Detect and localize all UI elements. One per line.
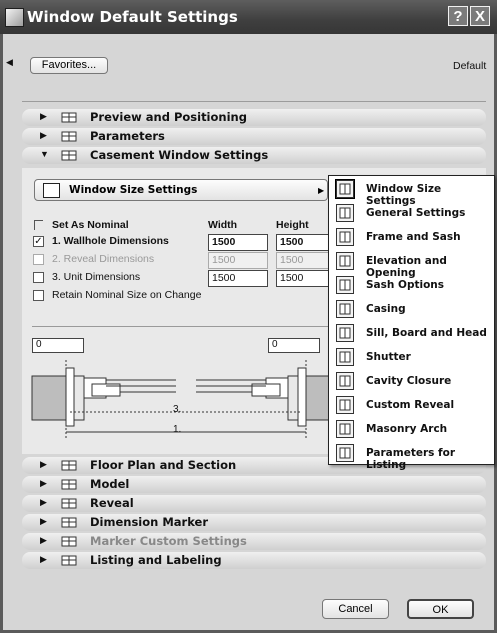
offset-right-field[interactable]: 0 bbox=[268, 338, 320, 353]
section-label: Floor Plan and Section bbox=[90, 458, 237, 472]
section-listing[interactable] bbox=[22, 552, 486, 569]
section-label: Reveal bbox=[90, 496, 134, 510]
unit-label: 3. Unit Dimensions bbox=[52, 271, 141, 283]
menu-item-label: Casing bbox=[366, 303, 406, 315]
listing-icon bbox=[60, 554, 80, 567]
divider bbox=[22, 101, 486, 102]
collapsed-triangle-icon[interactable]: ▶ bbox=[40, 554, 47, 564]
menu-item-label: Custom Reveal bbox=[366, 399, 455, 411]
section-parameters[interactable] bbox=[22, 128, 486, 145]
menu-item-window-size[interactable] bbox=[329, 178, 494, 207]
unit-checkbox[interactable] bbox=[33, 272, 44, 283]
menu-item-casing[interactable] bbox=[329, 298, 494, 322]
dimension-3-label: 3. bbox=[173, 404, 182, 415]
reveal-height-field[interactable]: 1500 bbox=[276, 252, 330, 269]
menu-item-label: Masonry Arch bbox=[366, 423, 448, 435]
menu-item-label: Elevation and Opening bbox=[366, 255, 447, 279]
menu-item-cavity-closure[interactable] bbox=[329, 370, 494, 394]
page-selector-button[interactable] bbox=[34, 179, 328, 201]
window-section-preview bbox=[30, 354, 342, 444]
menu-item-elevation[interactable] bbox=[329, 250, 494, 279]
collapse-arrow-icon[interactable]: ◀ bbox=[6, 57, 13, 67]
unit-width-field[interactable]: 1500 bbox=[208, 270, 268, 287]
section-label: Marker Custom Settings bbox=[90, 534, 247, 548]
reveal-icon bbox=[60, 497, 80, 510]
collapsed-triangle-icon[interactable]: ▶ bbox=[40, 111, 47, 121]
section-label: Parameters bbox=[90, 129, 165, 143]
section-dimension-marker[interactable] bbox=[22, 514, 486, 531]
menu-item-label: Shutter bbox=[366, 351, 411, 363]
bracket-line bbox=[34, 220, 43, 230]
menu-item-masonry-arch[interactable] bbox=[329, 418, 494, 442]
ok-button[interactable]: OK bbox=[407, 599, 474, 619]
preview-icon bbox=[60, 111, 80, 124]
casement-icon bbox=[60, 149, 80, 162]
reveal-checkbox[interactable] bbox=[33, 254, 44, 265]
retain-checkbox[interactable] bbox=[33, 290, 44, 301]
menu-item-custom-reveal[interactable] bbox=[329, 394, 494, 418]
section-reveal[interactable] bbox=[22, 495, 486, 512]
window-title: Window Default Settings bbox=[27, 8, 238, 26]
parameters-icon bbox=[60, 130, 80, 143]
collapsed-triangle-icon[interactable]: ▶ bbox=[40, 497, 47, 507]
menu-item-label: Parameters for Listing bbox=[366, 447, 456, 471]
unit-height-field[interactable]: 1500 bbox=[276, 270, 330, 287]
chevron-right-icon: ▶ bbox=[318, 186, 325, 195]
retain-label: Retain Nominal Size on Change bbox=[52, 289, 202, 301]
elevation-icon bbox=[336, 252, 354, 270]
menu-item-listing-params[interactable] bbox=[329, 442, 494, 471]
menu-item-sash-options[interactable] bbox=[329, 274, 494, 298]
page-menu bbox=[328, 175, 495, 471]
custom-reveal-icon bbox=[336, 396, 354, 414]
title-bar bbox=[0, 0, 497, 34]
masonry-arch-icon bbox=[336, 420, 354, 438]
section-label: Model bbox=[90, 477, 130, 491]
height-header: Height bbox=[276, 219, 309, 231]
cancel-button[interactable]: Cancel bbox=[322, 599, 389, 619]
general-settings-icon bbox=[336, 204, 354, 222]
casing-icon bbox=[336, 300, 354, 318]
menu-item-general-settings[interactable] bbox=[329, 202, 494, 226]
model-icon bbox=[60, 478, 80, 491]
reveal-label: 2. Reveal Dimensions bbox=[52, 253, 155, 265]
menu-item-frame-sash[interactable] bbox=[329, 226, 494, 250]
reveal-width-field[interactable]: 1500 bbox=[208, 252, 268, 269]
wallhole-width-field[interactable]: 1500 bbox=[208, 234, 268, 251]
offset-left-field[interactable]: 0 bbox=[32, 338, 84, 353]
collapsed-triangle-icon[interactable]: ▶ bbox=[40, 459, 47, 469]
section-model[interactable] bbox=[22, 476, 486, 493]
sill-board-icon bbox=[336, 324, 354, 342]
listing-params-icon bbox=[336, 444, 354, 462]
floor-plan-icon bbox=[60, 459, 80, 472]
width-header: Width bbox=[208, 219, 238, 231]
cavity-closure-icon bbox=[336, 372, 354, 390]
window-size-icon bbox=[43, 183, 60, 198]
set-as-nominal-label: Set As Nominal bbox=[52, 219, 129, 231]
shutter-icon bbox=[336, 348, 354, 366]
collapsed-triangle-icon[interactable]: ▶ bbox=[40, 478, 47, 488]
sash-options-icon bbox=[336, 276, 354, 294]
section-label: Preview and Positioning bbox=[90, 110, 247, 124]
dimension-1-label: 1. bbox=[173, 424, 182, 435]
window-size-icon bbox=[336, 180, 354, 198]
marker-custom-icon bbox=[60, 535, 80, 548]
help-button[interactable]: ? bbox=[448, 6, 468, 26]
section-label: Dimension Marker bbox=[90, 515, 209, 529]
frame-sash-icon bbox=[336, 228, 354, 246]
collapsed-triangle-icon[interactable]: ▶ bbox=[40, 516, 47, 526]
menu-item-label: Sash Options bbox=[366, 279, 445, 291]
menu-item-label: General Settings bbox=[366, 207, 466, 219]
menu-item-label: Sill, Board and Head bbox=[366, 327, 487, 339]
section-label: Listing and Labeling bbox=[90, 553, 222, 567]
default-label: Default bbox=[453, 60, 487, 72]
wallhole-height-field[interactable]: 1500 bbox=[276, 234, 330, 251]
section-marker-custom[interactable] bbox=[22, 533, 486, 550]
collapsed-triangle-icon[interactable]: ▶ bbox=[40, 130, 47, 140]
section-preview[interactable] bbox=[22, 109, 486, 126]
section-label: Casement Window Settings bbox=[90, 148, 269, 162]
expanded-triangle-icon[interactable]: ▼ bbox=[40, 149, 49, 159]
dimension-marker-icon bbox=[60, 516, 80, 529]
close-button[interactable]: X bbox=[470, 6, 490, 26]
menu-item-shutter[interactable] bbox=[329, 346, 494, 370]
menu-item-sill-board[interactable] bbox=[329, 322, 494, 346]
menu-item-label: Frame and Sash bbox=[366, 231, 461, 243]
menu-item-label: Cavity Closure bbox=[366, 375, 452, 387]
favorites-button[interactable]: Favorites... bbox=[30, 57, 108, 74]
wallhole-label: 1. Wallhole Dimensions bbox=[52, 235, 169, 247]
app-icon bbox=[5, 8, 24, 27]
wallhole-checkbox[interactable]: ✓ bbox=[34, 236, 43, 247]
collapsed-triangle-icon[interactable]: ▶ bbox=[40, 535, 47, 545]
section-casement[interactable] bbox=[22, 147, 486, 164]
page-selector-label: Window Size Settings bbox=[69, 184, 198, 196]
menu-item-label: Window Size Settings bbox=[366, 183, 442, 207]
